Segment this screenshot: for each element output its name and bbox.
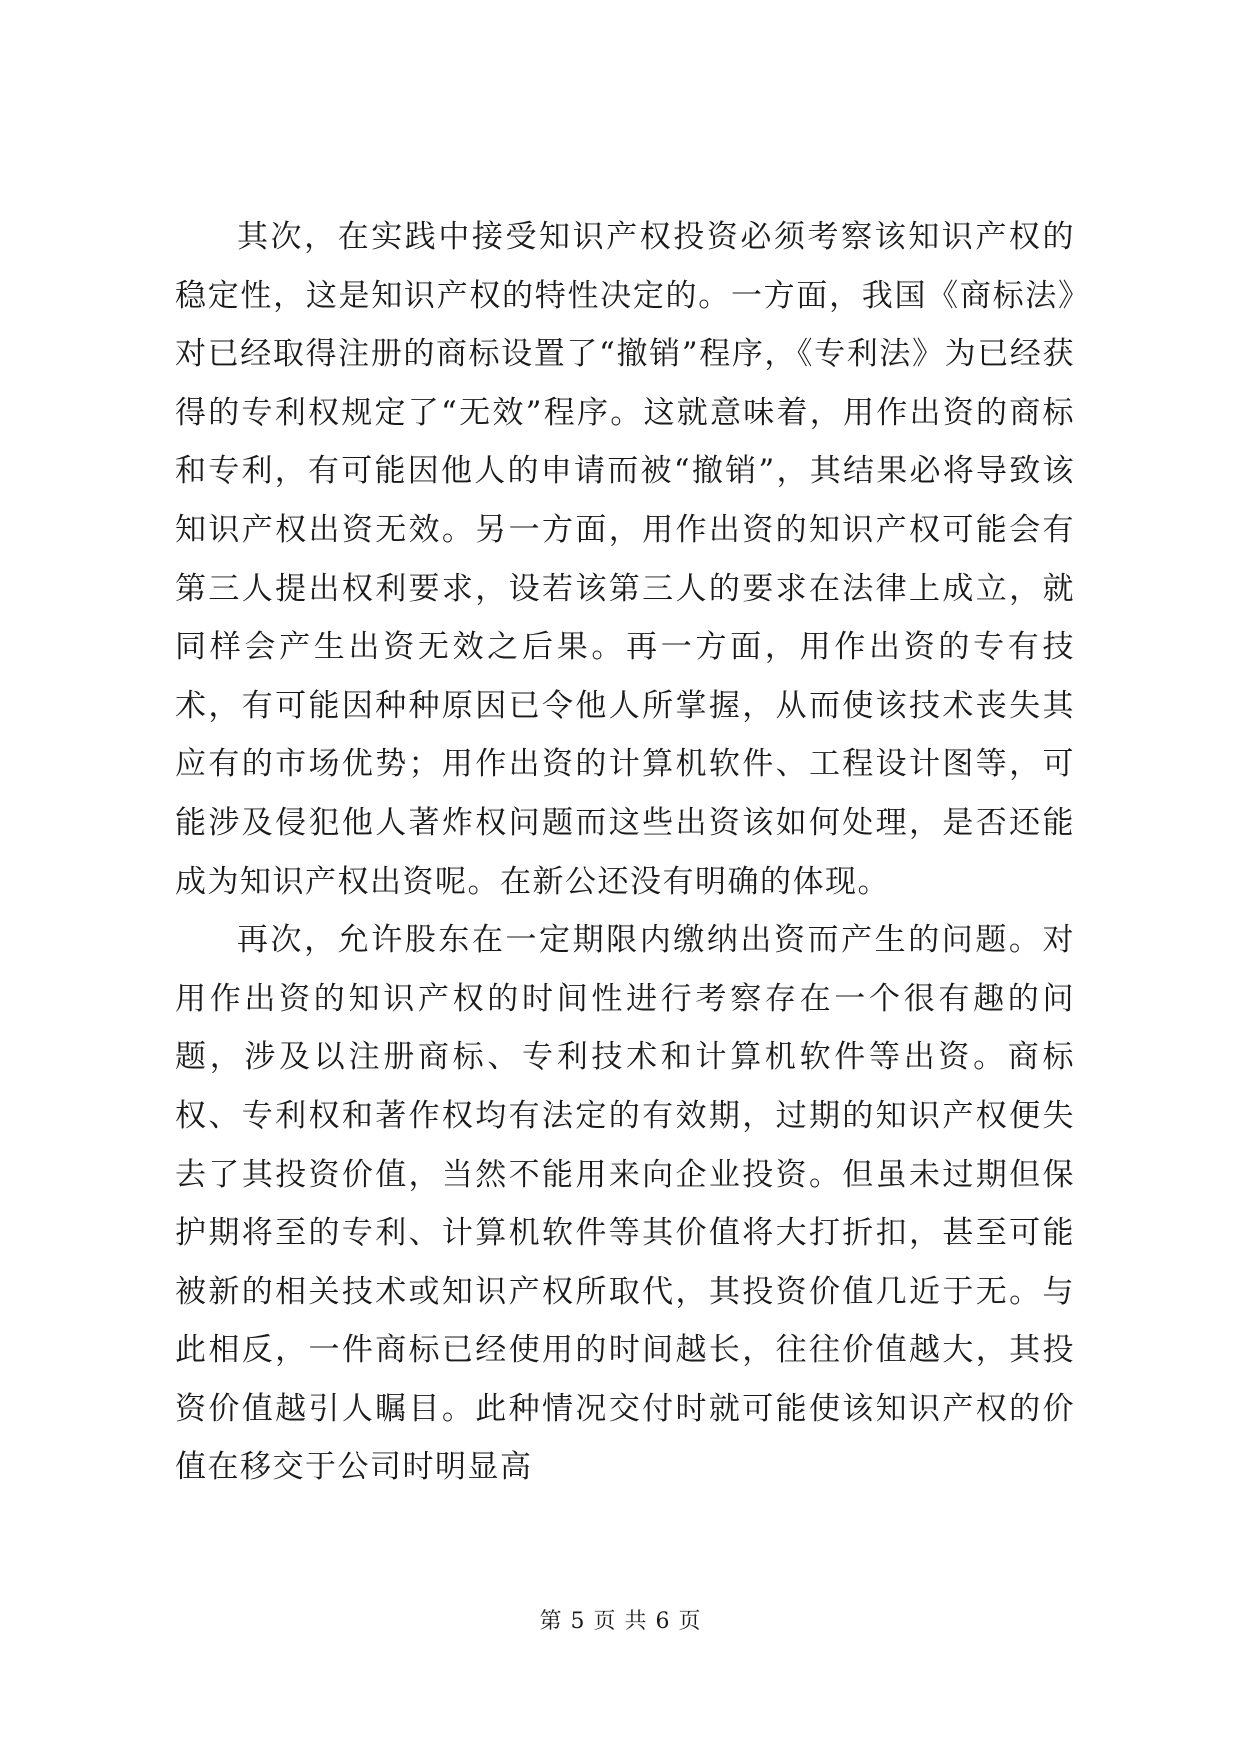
page-number-footer: 第 5 页 共 6 页 (539, 1609, 702, 1634)
paragraph: 其次，在实践中接受知识产权投资必须考察该知识产权的稳定性，这是知识产权的特性决定的。一方面，我国《商标法》对已经取得注册的商标设置了“撤销”程序，《专利法》为已经获得的专利权规定了“无效”程序。这就意味着，用作出资的商标和专利，有可能因他人的申请而被“撤销”，其结果必将导致该知识产权出资无效。另一方面，用作出资的知识产权可能会有第三人提出权利要求，设若该第三人的要求在法律上成立，就同样会产生出资无效之后果。再一方面，用作出资的专有技术，有可能因种种原因已令他人所掌握，从而使该技术丧失其应有的市场优势；用作出资的计算机软件、工程设计图等，可能涉及侵犯他人著炸权问题而这些出资该如何处理，是否还能成为知识产权出资呢。在新公还没有明确的体现。 (175, 219, 1075, 900)
paragraph: 再次，允许股东在一定期限内缴纳出资而产生的问题。对用作出资的知识产权的时间性进行考察存在一个很有趣的问题，涉及以注册商标、专利技术和计算机软件等出资。商标权、专利权和著作权均有法定的有效期，过期的知识产权便失去了其投资价值，当然不能用来向企业投资。但虽未过期但保护期将至的专利、计算机软件等其价值将大打折扣，甚至可能被新的相关技术或知识产权所取代，其投资价值几近于无。与此相反，一件商标已经使用的时间越长，往往价值越大，其投资价值越引人瞩目。此种情况交付时就可能使该知识产权的价值在移交于公司时明显高 (175, 922, 1075, 1486)
body-text (175, 208, 1075, 1497)
